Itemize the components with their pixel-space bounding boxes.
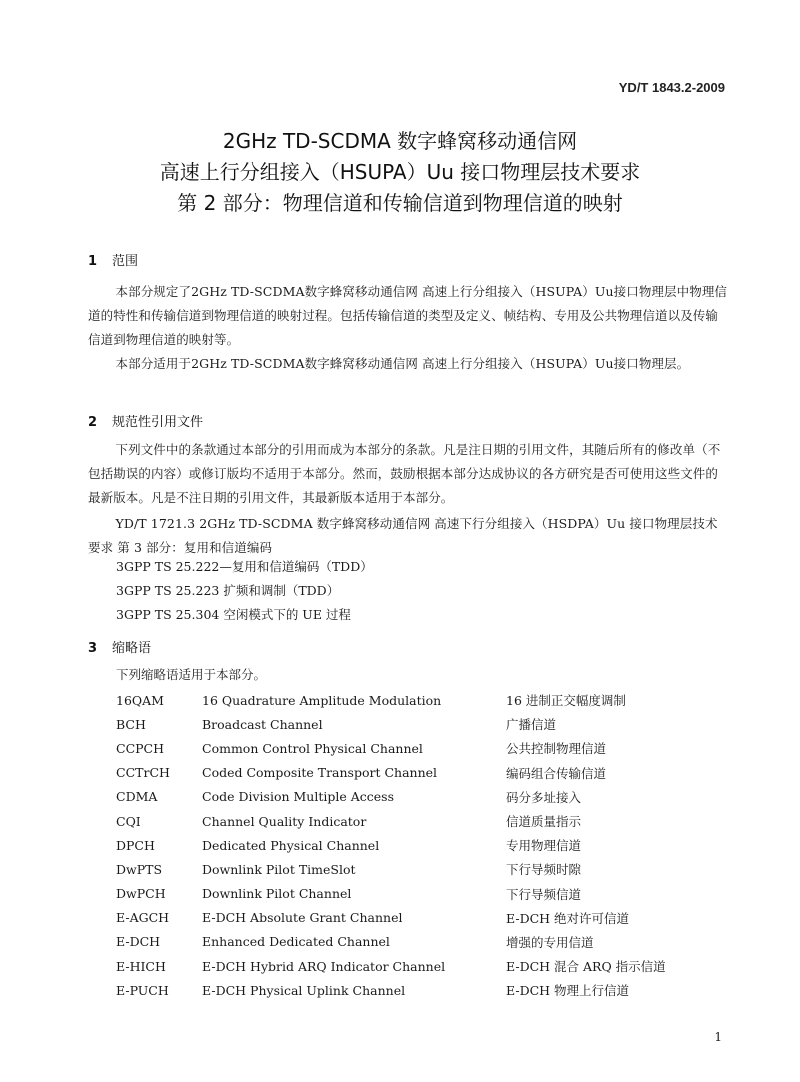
abbreviation-table <box>116 688 666 1002</box>
section-2-number: 2 <box>88 415 98 430</box>
document-number: YD/T 1843.2-2009 <box>618 80 725 95</box>
section-2-reference-main: YD/T 1721.3 2GHz TD-SCDMA 数字蜂窝移动通信网 高速下行分组接入（HSDPA）Uu 接口物理层技术要求 第 3 部分：复用和信道编码 <box>88 516 718 555</box>
abbreviation-english: Dedicated Physical Channel <box>202 837 380 853</box>
abbreviation-term: DwPTS <box>116 861 163 877</box>
abbreviation-row <box>116 882 666 906</box>
abbreviation-chinese: E-DCH 绝对许可信道 <box>506 910 630 926</box>
abbreviation-row <box>116 833 666 857</box>
section-3-intro: 下列缩略语适用于本部分。 <box>116 667 267 682</box>
abbreviation-term: CCPCH <box>116 740 165 756</box>
abbreviation-english: Downlink Pilot TimeSlot <box>202 861 356 877</box>
abbreviation-chinese: 下行导频信道 <box>506 886 582 902</box>
section-1-paragraph-2: 本部分适用于2GHz TD-SCDMA数字蜂窝移动通信网 高速上行分组接入（HSUPA）Uu接口物理层。 <box>115 356 690 371</box>
abbreviation-term: CQI <box>116 813 141 829</box>
abbreviation-chinese: 编码组合传输信道 <box>506 765 607 781</box>
section-1-number: 1 <box>88 254 98 269</box>
title-line-1: 2GHz TD-SCDMA 数字蜂窝移动通信网 <box>222 129 578 153</box>
abbreviation-term: CCTrCH <box>116 765 170 781</box>
abbreviation-english: Coded Composite Transport Channel <box>202 765 438 781</box>
abbreviation-chinese: 16 进制正交幅度调制 <box>506 693 626 709</box>
abbreviation-row <box>116 688 666 712</box>
abbreviation-row <box>116 906 666 930</box>
abbreviation-english: E-DCH Physical Uplink Channel <box>202 982 406 998</box>
abbreviation-english: 16 Quadrature Amplitude Modulation <box>202 692 442 708</box>
page-number: 1 <box>714 1030 722 1044</box>
abbreviation-chinese: E-DCH 物理上行信道 <box>506 983 630 999</box>
abbreviation-english: Code Division Multiple Access <box>202 789 394 805</box>
title-line-3: 第 2 部分：物理信道和传输信道到物理信道的映射 <box>177 191 623 215</box>
abbreviation-term: E-DCH <box>116 934 161 950</box>
abbreviation-row <box>116 954 666 978</box>
abbreviation-chinese: 信道质量指示 <box>506 814 582 830</box>
section-3-heading <box>88 637 151 656</box>
abbreviation-english: Channel Quality Indicator <box>202 813 367 829</box>
abbreviation-row <box>116 712 666 736</box>
document-title <box>0 126 800 219</box>
abbreviation-english: Broadcast Channel <box>202 716 323 732</box>
abbreviation-term: DwPCH <box>116 886 166 902</box>
abbreviation-row <box>116 978 666 1002</box>
section-1-paragraph-1: 本部分规定了2GHz TD-SCDMA数字蜂窝移动通信网 高速上行分组接入（HSUPA）Uu接口物理层中物理信道的特性和传输信道到物理信道的映射过程。包括传输信道的类型及定义、帧结构、专用及公共物理信道以及传输信道到物理信道的映射等。 <box>88 284 728 347</box>
abbreviation-row <box>116 857 666 881</box>
section-1-title: 范围 <box>112 254 139 269</box>
section-2-heading <box>88 411 203 430</box>
abbreviation-row <box>116 809 666 833</box>
reference-item: 3GPP TS 25.304 空闲模式下的 UE 过程 <box>116 607 351 622</box>
abbreviation-term: E-PUCH <box>116 982 169 998</box>
title-line-2: 高速上行分组接入（HSUPA）Uu 接口物理层技术要求 <box>159 160 641 184</box>
section-2-title: 规范性引用文件 <box>112 415 204 430</box>
abbreviation-chinese: E-DCH 混合 ARQ 指示信道 <box>506 959 666 975</box>
abbreviation-row <box>116 785 666 809</box>
abbreviation-english: E-DCH Hybrid ARQ Indicator Channel <box>202 958 446 974</box>
abbreviation-term: E-AGCH <box>116 910 170 926</box>
abbreviation-english: E-DCH Absolute Grant Channel <box>202 910 403 926</box>
abbreviation-term: CDMA <box>116 789 158 805</box>
section-3-number: 3 <box>88 641 98 656</box>
abbreviation-term: 16QAM <box>116 692 164 708</box>
abbreviation-english: Enhanced Dedicated Channel <box>202 934 390 950</box>
reference-item: 3GPP TS 25.222—复用和信道编码（TDD） <box>116 559 373 574</box>
abbreviation-chinese: 下行导频时隙 <box>506 862 582 878</box>
abbreviation-english: Common Control Physical Channel <box>202 740 423 756</box>
abbreviation-term: DPCH <box>116 837 155 853</box>
abbreviation-chinese: 专用物理信道 <box>506 838 582 854</box>
reference-item: 3GPP TS 25.223 扩频和调制（TDD） <box>116 583 340 598</box>
abbreviation-chinese: 广播信道 <box>506 717 557 733</box>
abbreviation-row <box>116 761 666 785</box>
abbreviation-term: BCH <box>116 716 146 732</box>
abbreviation-chinese: 码分多址接入 <box>506 789 582 805</box>
abbreviation-chinese: 公共控制物理信道 <box>506 741 607 757</box>
section-1-heading <box>88 250 138 269</box>
abbreviation-row <box>116 736 666 760</box>
section-2-paragraph-1: 下列文件中的条款通过本部分的引用而成为本部分的条款。凡是注日期的引用文件，其随后所有的修改单（不包括勘误的内容）或修订版均不适用于本部分。然而，鼓励根据本部分达成协议的各方研究是否可使用这些文件的最新版本。凡是不注日期的引用文件，其最新版本适用于本部分。 <box>88 442 721 505</box>
abbreviation-term: E-HICH <box>116 958 166 974</box>
abbreviation-chinese: 增强的专用信道 <box>506 934 594 950</box>
section-3-title: 缩略语 <box>112 641 152 656</box>
abbreviation-english: Downlink Pilot Channel <box>202 886 352 902</box>
abbreviation-row <box>116 930 666 954</box>
